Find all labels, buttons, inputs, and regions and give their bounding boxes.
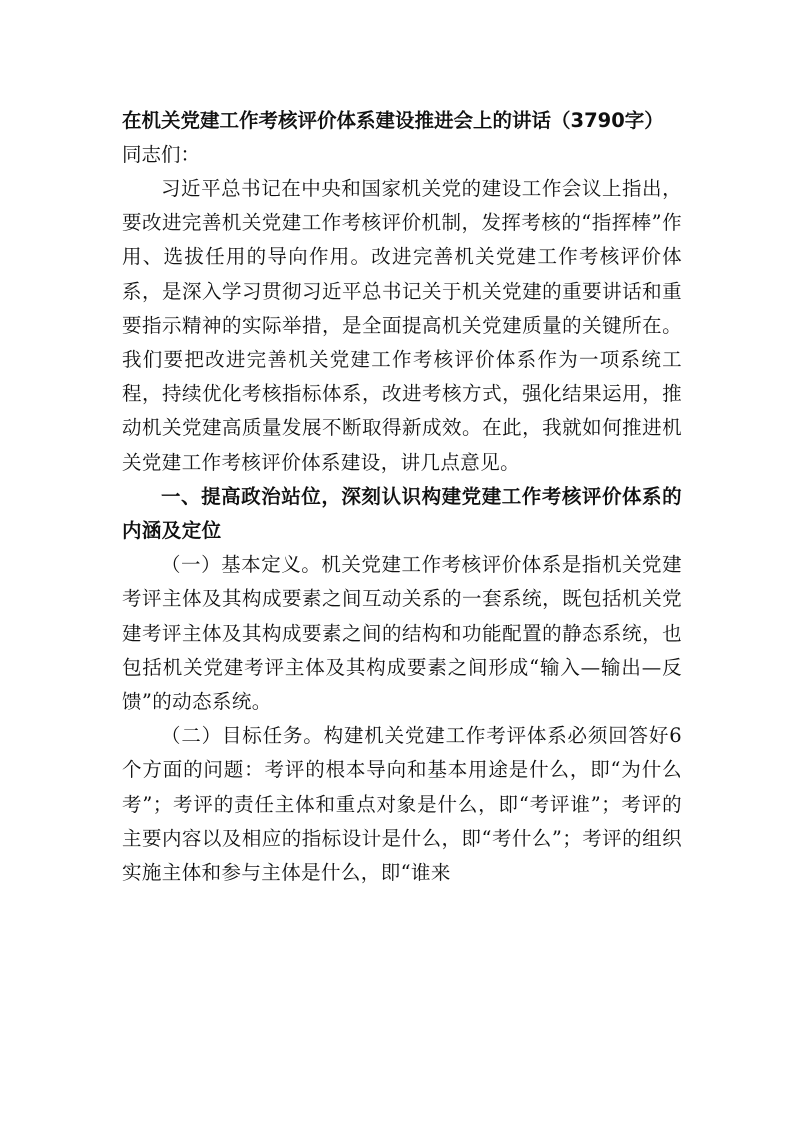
salutation: 同志们： [122, 143, 201, 166]
intro-paragraph: 习近平总书记在中央和国家机关党的建设工作会议上指出，要改进完善机关党建工作考核评价机制，发挥考核的“指挥棒”作用、选拔任用的导向作用。改进完善机关党建工作考核评价体系，是深入学习贯彻习近平总书记关于机关党建的重要讲话和重要指示精神的实际举措，是全面提高机关党建质量的关键所在。我们要把改进完善机关党建工作考核评价体系作为一项系统工程，持续优化考核指标体系，改进考核方式，强化结果运用，推动机关党建高质量发展不断取得新成效。在此，我就如何推进机关党建工作考核评价体系建设，讲几点意见。 [122, 177, 682, 474]
document-title: 在机关党建工作考核评价体系建设推进会上的讲话（3790字） [122, 109, 664, 132]
subsection-goals-tasks: （二）目标任务。构建机关党建工作考评体系必须回答好6个方面的问题：考评的根本导向和基本用途是什么，即“为什么考”；考评的责任主体和重点对象是什么，即“考评谁”；考评的主要内容以及相应的指标设计是什么，即“考什么”；考评的组织实施主体和参与主体是什么，即“谁来 [122, 724, 682, 885]
document-page [122, 104, 682, 890]
subsection-basic-definition: （一）基本定义。机关党建工作考核评价体系是指机关党建考评主体及其构成要素之间互动关系的一套系统，既包括机关党建考评主体及其构成要素之间的结构和功能配置的静态系统，也包括机关党建考评主体及其构成要素之间形成“输入—输出—反馈”的动态系统。 [122, 553, 682, 714]
section-heading-1: 一、提高政治站位，深刻认识构建党建工作考核评价体系的内涵及定位 [122, 484, 682, 543]
